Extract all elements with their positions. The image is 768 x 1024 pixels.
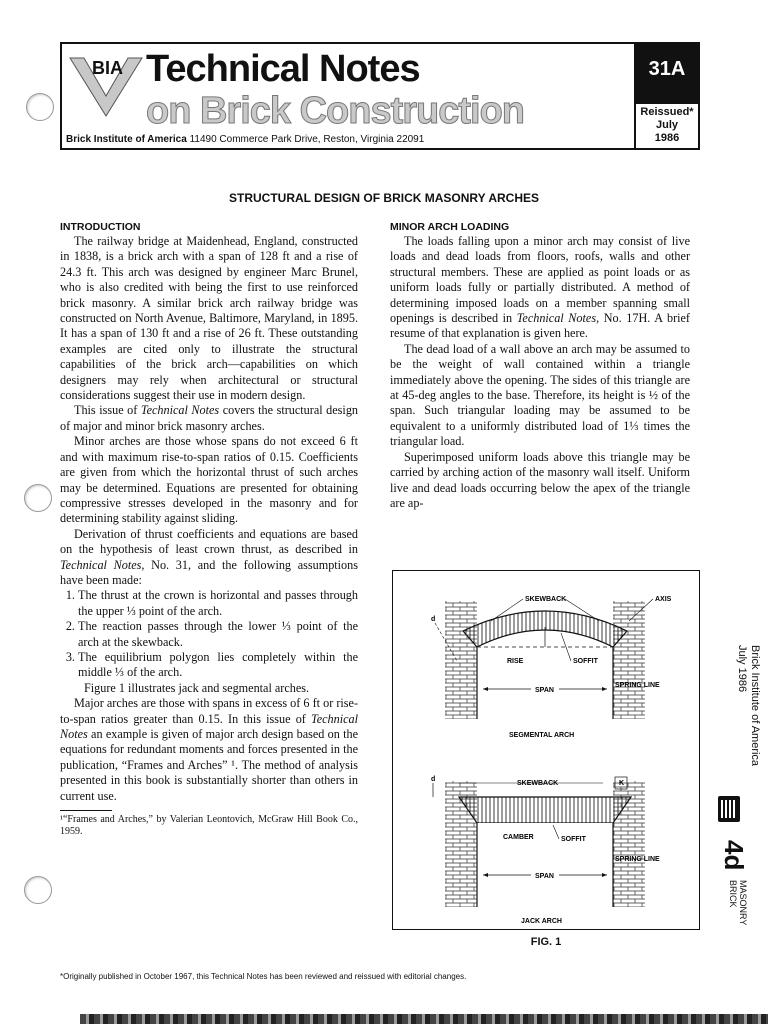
text-run: an example is given of major arch design based on the equations for redundant moments and forces presented in the publication, “Frames and Arches” ¹. The method of analysis presented in this book is substantially shorter than others in current use. <box>60 727 358 803</box>
document-title: STRUCTURAL DESIGN OF BRICK MASONRY ARCHES <box>228 191 539 205</box>
figure-label: FIG. 1 <box>530 936 562 948</box>
intro-paragraph-2 <box>60 403 358 434</box>
masthead <box>60 42 700 150</box>
brick-icon <box>718 796 740 822</box>
issue-status <box>636 106 698 145</box>
jack-arch-ring <box>459 797 631 823</box>
intro-heading: INTRODUCTION <box>60 221 141 233</box>
side-publisher <box>735 645 761 766</box>
label-axis: AXIS <box>655 596 672 603</box>
binder-hole-middle <box>24 484 52 512</box>
label-span-jack: SPAN <box>535 873 554 880</box>
side-category-1: MASONRY <box>738 880 748 926</box>
text-run: Derivation of thrust coefficients and equations are based on the hypothesis of least crown thrust, as described in <box>60 526 358 557</box>
minor-arch-heading: MINOR ARCH LOADING <box>390 221 510 233</box>
issue-year: 1986 <box>654 132 680 144</box>
issue-box-rule <box>636 102 698 104</box>
text-emphasis: Technical Notes <box>140 403 220 418</box>
intro-paragraph-6 <box>60 696 358 804</box>
text-emphasis: Technical Notes <box>60 557 142 572</box>
label-spring-line-jack: SPRING LINE <box>615 856 660 863</box>
side-code: 4d <box>719 840 749 871</box>
label-spring-line-segmental: SPRING LINE <box>615 682 660 689</box>
label-span-segmental: SPAN <box>535 687 554 694</box>
label-d-segmental: d <box>431 616 436 623</box>
segmental-arch-diagram <box>431 596 672 739</box>
list-item: 2. The reaction passes through the lower ⅓ point of the arch at the skewback. <box>78 619 358 650</box>
binder-hole-bottom <box>24 876 52 904</box>
issue-status-label: Reissued* <box>640 106 694 118</box>
minor-arch-paragraph-3: Superimposed uniform loads above this triangle may be carried by arching action of the masonry wall itself. Uniform live and dead loads occurring below the apex of the triangle are ap- <box>390 449 690 510</box>
masthead-address <box>66 134 424 145</box>
footnote: ¹“Frames and Arches,” by Valerian Leontovich, McGraw Hill Book Co., 1959. <box>60 814 358 838</box>
left-brick-pier <box>445 601 477 719</box>
list-item: 1. The thrust at the crown is horizontal and passes through the upper ⅓ point of the arch. <box>78 588 358 619</box>
minor-arch-paragraph-2: The dead load of a wall above an arch may be assumed to be the weight of wall contained within a triangle immediately above the opening. The sides of this triangle are at 45-deg angles to the base. Therefore, its height is ½ of the span. Such triangular loading may be assumed to be equivalent to a uniformly distributed load of 1⅓ times the triangular load. <box>390 341 690 449</box>
bottom-scan-strip <box>80 1014 768 1024</box>
bia-logo <box>68 50 144 124</box>
original-publication-note: *Originally published in October 1967, this Technical Notes has been reviewed and reissued with editorial changes. <box>60 972 467 981</box>
figure-1 <box>392 570 700 930</box>
text-emphasis: Technical Notes <box>516 311 597 326</box>
minor-arch-paragraph-1 <box>390 234 690 342</box>
label-d-jack: d <box>431 776 436 783</box>
assumptions-list <box>60 588 358 680</box>
masthead-title-line1: Technical Notes <box>146 48 420 90</box>
issue-month: July <box>655 119 678 131</box>
masthead-title-line2: on Brick Construction <box>146 90 525 132</box>
label-camber: CAMBER <box>503 834 534 841</box>
org-address: 11490 Commerce Park Drive, Reston, Virginia 22091 <box>189 134 425 145</box>
right-brick-pier <box>613 601 645 719</box>
side-category <box>728 880 748 925</box>
text-run: , No. 17H. A brief resume of that explanation is given here. <box>390 311 690 341</box>
intro-paragraph-4 <box>60 527 358 589</box>
text-run: Major arches are those with spans in excess of 6 ft or rise-to-span ratios greater than 0.15. In this issue of <box>60 696 358 726</box>
label-soffit-jack: SOFFIT <box>561 836 586 843</box>
text-run: The loads falling upon a minor arch may consist of live loads and dead loads from floors, roofs, walls and other structural members. These are applied as point loads or as uniform loads fully or partially distributed. A method of determining imposed loads on a member spanning small openings is described in <box>390 234 690 326</box>
caption-segmental-arch: SEGMENTAL ARCH <box>509 732 575 739</box>
right-column <box>390 220 690 511</box>
label-rise: RISE <box>507 658 524 665</box>
text-run: , No. 31, and the following assumptions have been made: <box>60 557 358 587</box>
text-run: covers the structural design of major and minor brick masonry arches. <box>60 403 359 433</box>
caption-jack-arch: JACK ARCH <box>521 918 562 925</box>
side-date: July 1986 <box>736 645 748 693</box>
jack-opening <box>477 823 613 907</box>
org-name: Brick Institute of America <box>66 134 187 145</box>
label-k: K <box>619 780 625 787</box>
logo-text: BIA <box>92 58 123 78</box>
footnote-rule <box>60 810 112 811</box>
label-skewback-segmental: SKEWBACK <box>525 596 567 603</box>
side-category-2: BRICK <box>728 880 738 908</box>
intro-paragraph-3: Minor arches are those whose spans do not exceed 6 ft and with maximum rise-to-span ratios of 0.15. Coefficients are given from which the horizontal thrust of such arches may be determined. Equations are presented for obtaining compressive stresses developed in the masonry and for determining stability against sliding. <box>60 434 358 526</box>
issue-number: 31A <box>648 58 686 80</box>
label-soffit-segmental: SOFFIT <box>573 658 598 665</box>
arch-diagrams <box>393 571 699 929</box>
intro-paragraph-5: Figure 1 illustrates jack and segmental arches. <box>84 680 310 695</box>
left-column <box>60 220 358 838</box>
text-run: This issue of <box>74 403 141 418</box>
text-emphasis: Technical Notes <box>60 711 358 741</box>
list-item: 3. The equilibrium polygon lies completely within the middle ⅓ of the arch. <box>78 650 358 681</box>
intro-paragraph-1: The railway bridge at Maidenhead, England, constructed in 1838, is a brick arch with a span of 128 ft and a rise of 24.3 ft. This arch was designed by engineer Marc Brunel, who is also credited with being the first to use reinforced brick masonry. A similar brick arch railway bridge was constructed on North Avenue, Baltimore, Maryland, in 1895. It has a span of 130 ft and a rise of 26 ft. These outstanding examples are cited only to illustrate the structural capabilities of the brick arch—capabilities on which designers may rely when architectural or structural considerations suggest their use in modern design. <box>60 234 358 403</box>
binder-hole-top <box>26 93 54 121</box>
side-org: Brick Institute of America <box>749 645 761 767</box>
label-skewback-jack: SKEWBACK <box>517 780 559 787</box>
jack-arch-diagram <box>431 776 660 925</box>
